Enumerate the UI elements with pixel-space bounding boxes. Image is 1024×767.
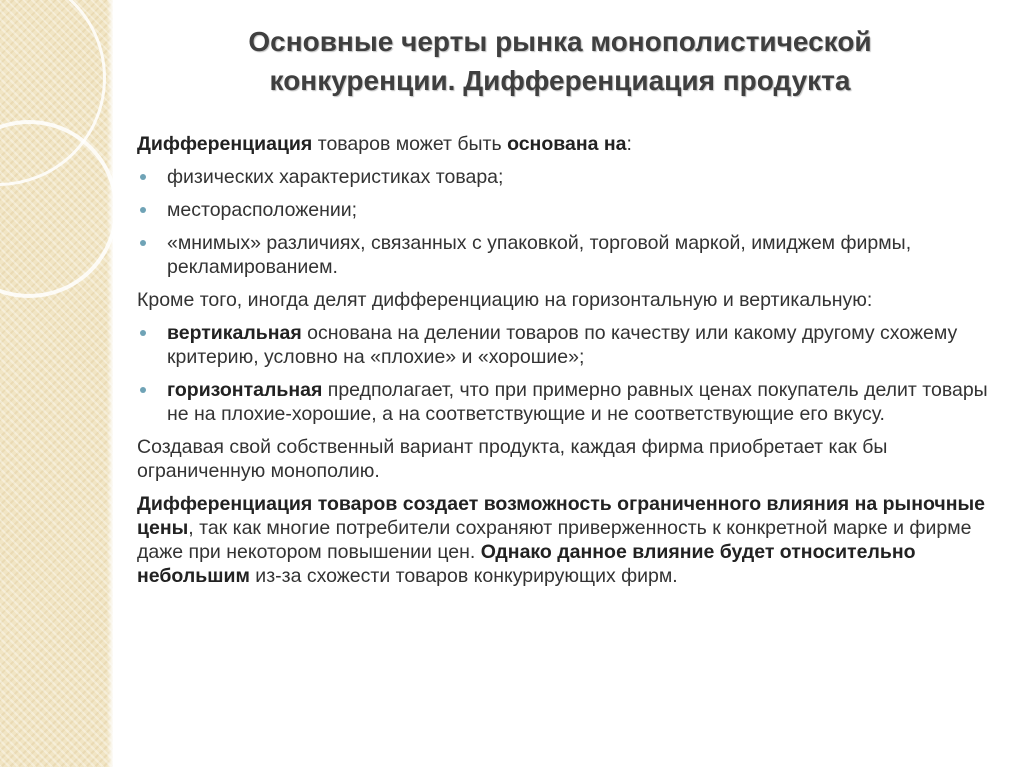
list-item-text: месторасположении; [167,199,358,221]
slide-body [137,132,997,597]
intro-bold-term: Дифференциация [137,133,313,155]
list-item [137,378,997,426]
title-line-2: конкуренции. Дифференциация продукта [269,65,851,96]
list-item-text: «мнимых» различиях, связанных с упаковкой, торговой маркой, имиджем фирмы, рекламированием. [167,232,912,278]
type-term: вертикальная [167,322,302,344]
intro-colon: : [626,133,632,155]
list-item [137,165,997,189]
list-item [137,231,997,279]
title-line-1: Основные черты рынка монополистической [248,26,872,57]
intro-bold-phrase: основана на [507,133,627,155]
decorative-side-band [0,0,113,767]
type-text: основана на делении товаров по качеству или какому другому схожему критерию, условно на «плохие» и «хорошие»; [167,322,958,368]
besides-paragraph: Кроме того, иногда делят дифференциацию на горизонтальную и вертикальную: [137,289,873,311]
list-item [137,198,997,222]
decorative-circle [0,120,113,298]
type-term: горизонтальная [167,379,323,401]
list-item-text: физических характеристиках товара; [167,166,504,188]
slide-title [150,22,970,100]
bullet-icon [140,240,146,246]
conclusion-paragraph [137,492,997,588]
bullet-icon [140,330,146,336]
bullet-icon [140,207,146,213]
conclusion-text-2: из-за схожести товаров конкурирующих фирм. [249,565,678,587]
conclusion-text-1: , так как многие потребители сохраняют приверженность к конкретной марке и фирме даже при некотором повышении цен. [137,517,972,563]
bullet-icon [140,387,146,393]
bullet-icon [140,174,146,180]
intro-paragraph [137,132,997,156]
intro-text: товаров может быть [312,133,508,155]
list-item [137,321,997,369]
band-edge-shade [107,0,113,767]
type-text: предполагает, что при примерно равных ценах покупатель делит товары не на плохие-хорошие, а на соответствующие и не соответствующие его вкусу. [167,379,988,425]
monopoly-paragraph: Создавая свой собственный вариант продукта, каждая фирма приобретает как бы ограниченную монополию. [137,436,888,482]
conclusion-bold-2: Однако данное влияние будет относительно небольшим [137,541,916,587]
conclusion-bold-1: Дифференциация товаров создает возможность ограниченного влияния на рыночные цены [137,493,986,539]
